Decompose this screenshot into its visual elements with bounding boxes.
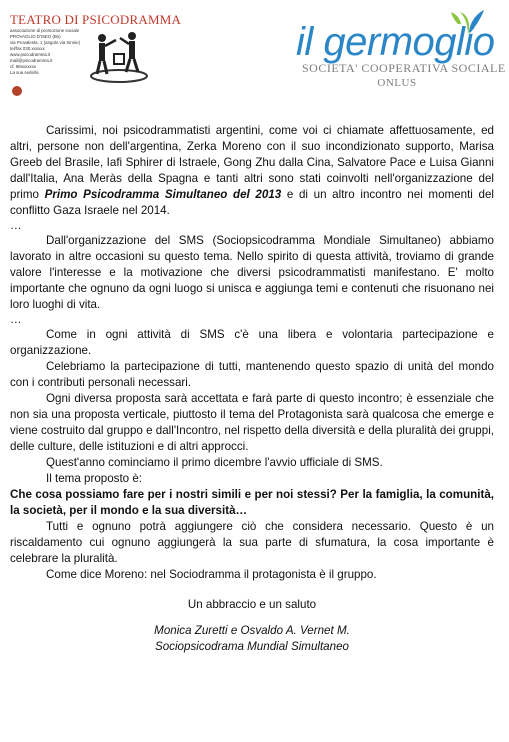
signature-names: Monica Zuretti e Osvaldo A. Vernet M. <box>154 624 350 637</box>
paragraph-theme-intro: Il tema proposto è: <box>46 472 143 485</box>
logo-address-line: PROVAGLIO D'ISEO (Bs) <box>10 34 61 39</box>
logo-address-line: www.psicodramma.it <box>10 52 51 57</box>
letterhead <box>0 0 509 110</box>
paragraph-celebrate: Celebriamo la partecipazione di tutti, mantenendo questo spazio di unità del mondo con i contributi personali necessari. <box>10 360 494 389</box>
paragraph-start-date: Quest'anno cominciamo il primo dicembre l'avvio ufficiale di SMS. <box>46 456 383 469</box>
logo-address-line: cf. 98xxxxxxx <box>10 64 37 69</box>
logo-title: TEATRO DI PSICODRAMMA <box>10 12 182 27</box>
psychodrama-figures-icon <box>88 26 150 86</box>
paragraph-moreno: Come dice Moreno: nel Sociodramma il protagonista è il gruppo. <box>46 568 377 581</box>
paragraph-proposal: Ogni diversa proposta sarà accettata e farà parte di questo incontro; è essenziale che non sia una proposta verticale, piuttosto il tema del Protagonista sarà qualcosa che emerge e viene costruito dal gruppo e dall'Incontro, nel rispetto della diversità e della pluralità dei gruppi, delle culture, delle istituzioni e di altri approcci. <box>10 392 494 453</box>
logo-address-line: associazione di promozione sociale <box>10 28 80 33</box>
logo-address-line: tel/fax 030.xxxxxx <box>10 46 45 51</box>
closing-greeting: Un abbraccio e un saluto <box>187 598 317 611</box>
signature-organization: Sociopsicodrama Mundial Simultaneo <box>155 640 349 653</box>
paragraph-text: e di un altro incontro nei momenti del conflitto Gaza Israele nel 2014. <box>10 188 494 217</box>
event-name: Primo Psicodramma Simultaneo del 2013 <box>44 188 282 201</box>
paragraph-sms: Dall'organizzazione del SMS (Sociopsicodramma Mondiale Simultaneo) abbiamo lavorato in altre occasioni su questo tema. Nello spirito di questa attività, troviamo di grande valore l'interesse e la motivazione che diversi psicodrammatisti manifestano. E' molto importante che ognuno da ogni luogo si unisca e aggiunga temi e contenuti che risuonano nei loro luoghi di vita. <box>10 234 494 311</box>
brand-subtitle: SOCIETA' COOPERATIVA SOCIALE <box>302 61 506 75</box>
il-germoglio-logo <box>296 6 506 104</box>
paragraph-text: Carissimi, noi psicodrammatisti argentini, come voi ci chiamate affettuosamente, ed altri, persone non dell'argentina, Zerka Moreno con il suo incondizionato supporto, Marisa Greeb del Brasile, Iafi Sphirer di Istraele, Gong Zhu dalla Cina, Salvatore Pace e Luisa Gianni dall'Italia, Ana Meràs della Spagna e tanti altri sono stati coinvolti nell'organizzazione del primo <box>10 124 494 201</box>
brand-onlus: ONLUS <box>377 77 417 89</box>
ellipsis: … <box>10 219 22 232</box>
logo-address-line: mail@psicodramma.it <box>10 58 53 63</box>
seal-icon <box>12 86 22 96</box>
teatro-di-psicodramma-logo <box>10 8 182 100</box>
letter-body <box>10 123 494 655</box>
brand-name: il germoglio <box>296 20 495 64</box>
paragraph-warmup: Tutti e ognuno potrà aggiungere ciò che considera necessario. Questo è un riscaldamento cui ognuno aggiungerà la sua parte di sfumatura, la cosa importante è celebrare la pluralità. <box>10 520 494 565</box>
paragraph-intro <box>10 123 494 219</box>
theme-question: Che cosa possiamo fare per i nostri simili e per noi stessi? Per la famiglia, la comunità, la società, per il mondo e la sua diversità… <box>10 488 494 517</box>
logo-address-line: La sua sede/la <box>10 70 39 75</box>
paragraph-participation: Come in ogni attività di SMS c'è una libera e volontaria partecipazione e organizzazione. <box>10 328 494 357</box>
logo-address-line: via Provalesta, 1 (angolo via Sinnie) <box>10 40 81 45</box>
ellipsis: … <box>10 313 22 326</box>
